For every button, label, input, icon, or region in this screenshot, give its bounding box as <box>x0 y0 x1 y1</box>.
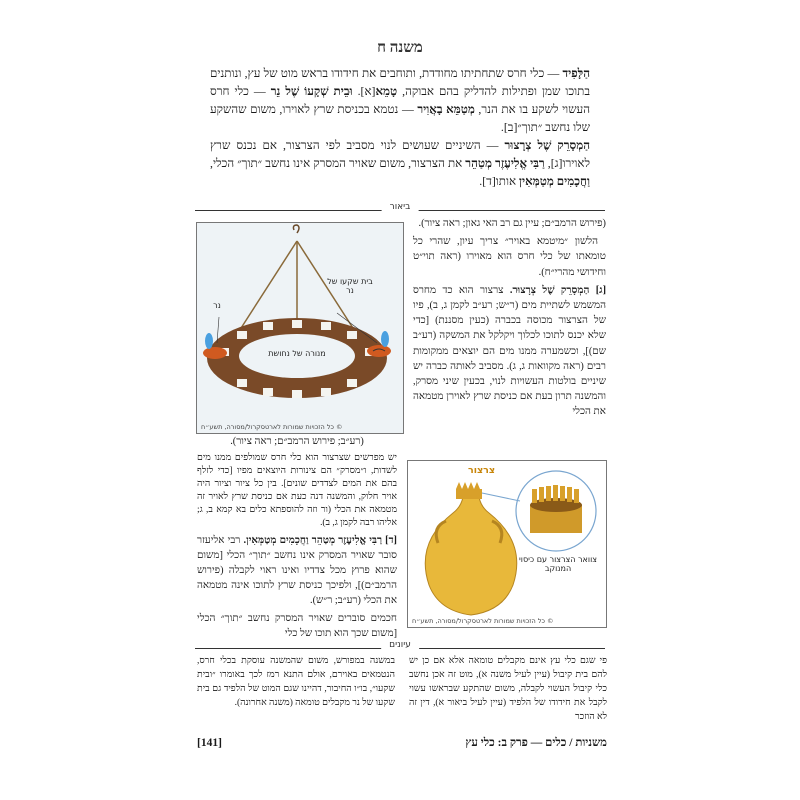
biur-paragraph <box>413 283 606 420</box>
mishna-text-segment: — כלי חרס העשוי לשקע בו את הנר, <box>210 84 591 116</box>
page-number: [141] <box>197 737 222 749</box>
mishna-bold-chachamim: וַחֲכָמִים מְטַמְּאִין <box>519 174 590 188</box>
iyunim-divider-label: עיונים <box>381 640 419 650</box>
ner-label: נר <box>213 301 221 310</box>
tzartzur-figure <box>407 460 607 628</box>
beit-shekaa-label: בית שקעו של נר <box>327 277 373 295</box>
mishna-text-segment: את הצרצור, משום שאויר המסרק אינו נחשב ״תוך״ הכלי, <box>210 156 466 170</box>
mishna-bold-beit-shekao: וּבֵית שְׁקָעוֹ שֶׁל נֵר <box>270 84 353 98</box>
hanging-lamp-figure <box>196 222 404 434</box>
mishna-text-segment: — כלי חרס שתחתיתו מחודדת, ותוחבים את חידודו בראש מוט של עץ, ונותנים בתוכו שמן ופתילות להדליק בהם אבוקה, <box>210 66 591 98</box>
figure-copyright: © כל הזכויות שמורות לארטסקרול/מסורה, תשע״ח <box>412 617 554 625</box>
biur-text: צרצור הוא כד מחרס המשמש לשתיית מים (ר״ש; רע״ב לקמן ג, ב), פיו של הצרצור מכוסה בכברה (כעין מסננת) [כדי שלא יכנס לתוכו לכלוך ויקלקל את המשקה (רע״ב שם)], וכשמערה ממנו מים הם יוצאים ממקומות רבים (ראה מקוואות ג, ג). מסביב לאותה כברה יש שיניים בולטות העשויות לנוי, בכעין שיני מסרק, והמשנה תרון בעת אם כניסת שרץ לאוירן מטמאה את הכלי <box>413 284 606 418</box>
mishna-bold-metame: מְטַמֵּא בָאֲוִיר <box>417 102 475 116</box>
biur-divider-label: ביאור <box>382 202 419 212</box>
biur-small-note: יש מפרשים שצרצור הוא כלי חרס שמולפים ממנו מים לשדות, ו״מסרק״ הם צינורות היוצאים מפיו [כדי לזלף בהם את המים לצדדים שונים]. בין כל ציור וציור היה אויר חלוק, והמשנה דנה כעת אם כניסת שרץ לאויר זה מטמאה את הכלי (ור וזה להוספתא כלים בא קמא ב, ג; אליהו רבה לקמן ג, ב). <box>197 453 397 528</box>
mishna-bold-lapid: הַלָּפִיד <box>562 66 590 80</box>
biur-paragraph: חכמים סוברים שאויר המסרק נחשב ״תוך״ הכלי [משום שכך הוא תוכו של כלי <box>197 613 397 639</box>
biur-text: רבי אליעזר סובר שאויר המסרק אינו נחשב ״תוך״ הכלי [משום שהוא פרוץ מכל צדדיו ואינו ראוי לקבלה (פירוש הרמב״ם)], ולפיכך כניסת שרץ לתוכו אינה מטמאה את הכלי (רע״ב; ר״ש). <box>197 535 397 606</box>
menora-label: מנורה של נחושת <box>268 349 326 358</box>
tzartzur-neck-label: צוואר הצרצור עם כיסוי המנוקב <box>518 555 598 573</box>
biur-paragraph <box>197 533 397 608</box>
mishna-bold-tame: טָמֵא <box>375 84 398 98</box>
biur-paragraph: (רע״ב; פירוש הרמב״ם; ראה ציור). <box>230 436 364 447</box>
hanging-lamp-illustration <box>197 223 403 433</box>
footnote-ref: [ג], <box>544 156 563 170</box>
mishna-text-segment: אותו <box>495 174 520 188</box>
mishna-text <box>210 64 590 190</box>
biur-divider <box>195 202 605 212</box>
tzartzur-illustration <box>408 461 606 627</box>
biur-heading: [ד] רַבִּי אֱלִיעֶזֶר מְטַהֵר וַחֲכָמִים מְטַמְּאִין. <box>243 535 397 546</box>
page-footer <box>197 737 607 755</box>
biur-paragraph: (פירוש הרמב״ם; עיין גם רב האי גאון; ראה ציור). <box>418 218 606 229</box>
mishna-bold-reb-eliezer: רַבִּי אֱלִיעֶזֶר מְטַהֵר <box>465 156 545 170</box>
mishna-text-segment: — השיניים שעושים לנוי מסביב לפי הצרצור, אם נכנס שרץ לאוירו <box>210 138 590 170</box>
footer-running-title: משניות / כלים — פרק ב: כלי עץ <box>465 737 607 749</box>
iyunim-right-column: פי שגם כלי עץ אינם מקבלים טומאה אלא אם כן יש להם בית קיבול (עיין לעיל משנה א), מוט זה אכן נחשב כלי קיבול העשוי לקבלה, משום שהתקע שבראשו עשוי לקבל את חידודו של הלפיד (עיין לעיל ביאור א), דין זה לא הוזכר <box>409 656 607 722</box>
biur-right-column <box>413 216 606 423</box>
mishna-text-segment: — נטמא בכניסת שרץ לאוירו, משום שהשקע שלו נחשב ״תוך״ <box>210 102 590 134</box>
mishna-title: משנה ח <box>377 40 423 56</box>
mishna-bold-masrek: הַמְסָרֵק שֶׁל צְרָצוּר <box>504 138 590 152</box>
figure-copyright: © כל הזכויות שמורות לארטסקרול/מסורה, תשע״ח <box>201 423 343 431</box>
footnote-ref: [ב]. <box>500 120 518 134</box>
footnote-ref: [א]. <box>352 84 376 98</box>
iyunim-divider <box>195 640 605 650</box>
footnote-ref: [ד]. <box>479 174 496 188</box>
biur-left-column <box>197 434 397 644</box>
iyunim-left-column: במשנה במפורש, משום שהמשנה עוסקת בכלי חרס, הנטמאים באוירם, אולם התנא רמז לכך באומרו ״ובית שקעו״, בו״ו החיבור, דהיינו שגם המוט של הלפיד גם בית שקעו של נר מקבלים טומאה (משנה אחרונה). <box>197 656 395 708</box>
biur-heading: [ג] הַמְסָרֵק שֶׁל צְרָצוּר. <box>509 284 607 296</box>
biur-paragraph: הלשון ״מיטמא באויר״ צריך עיון, שהרי כל טומאתו של כלי חרס הוא מאוירו (ראה תוי״ט וחידושי מהרי״ח). <box>413 236 606 278</box>
tzartzur-title: צרצור <box>468 465 496 476</box>
